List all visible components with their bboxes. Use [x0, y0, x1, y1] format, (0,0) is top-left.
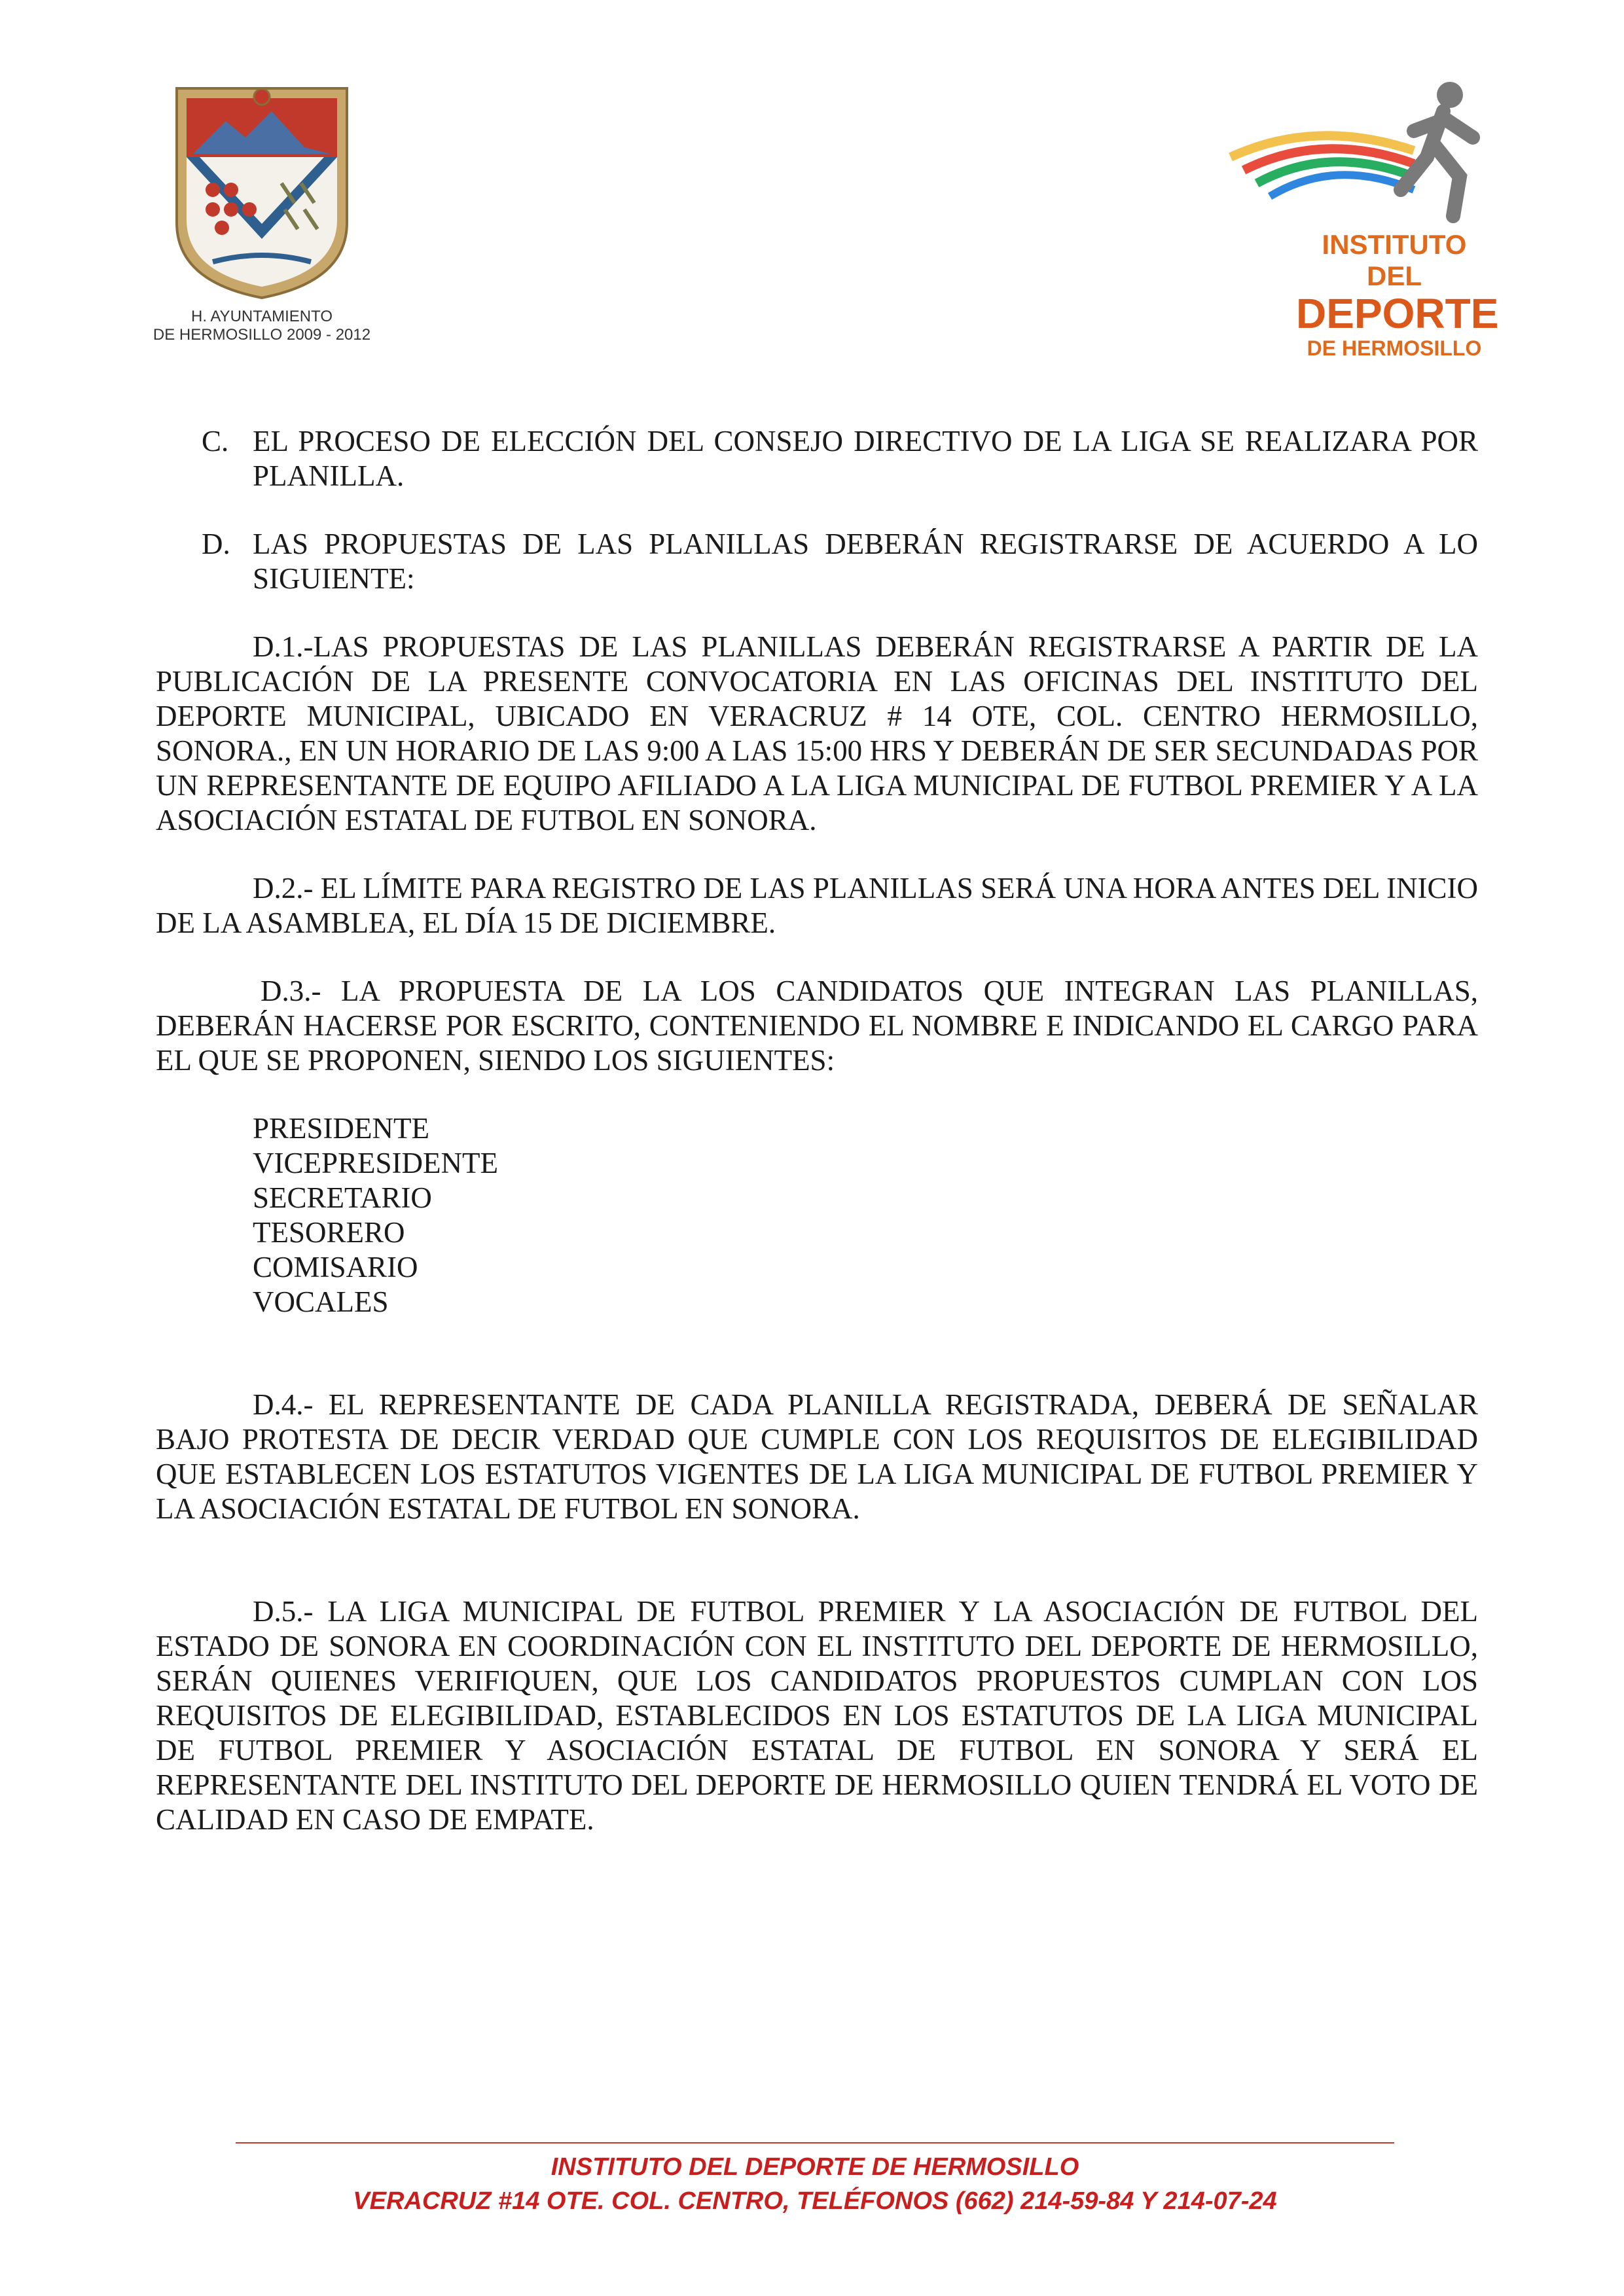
- paragraph-d1: D.1.-LAS PROPUESTAS DE LAS PLANILLAS DEBERÁN REGISTRARSE A PARTIR DE LA PUBLICACIÓN DE LA PRESENTE CONVOCATORIA EN LAS OFICINAS DEL INSTITUTO DEL DEPORTE MUNICIPAL, UBICADO EN VERACRUZ # 14 OTE, COL. CENTRO HERMOSILLO, SONORA., EN UN HORARIO DE LAS 9:00 A LAS 15:00 HRS Y DEBERÁN DE SER SECUNDADAS POR UN REPRESENTANTE DE EQUIPO AFILIADO A LA LIGA MUNICIPAL DE FUTBOL PREMIER Y A LA ASOCIACIÓN ESTATAL DE FUTBOL EN SONORA.: [156, 630, 1478, 836]
- footer-line2: VERACRUZ #14 OTE. COL. CENTRO, TELÉFONOS (662) 214-59-84 Y 214-07-24: [353, 2187, 1277, 2215]
- paragraph-d2: D.2.- EL LÍMITE PARA REGISTRO DE LAS PLANILLAS SERÁ UNA HORA ANTES DEL INICIO DE LA ASAMBLEA, EL DÍA 15 DE DICIEMBRE.: [156, 872, 1478, 939]
- position-item: TESORERO: [253, 1216, 405, 1249]
- item-d-text: LAS PROPUESTAS DE LAS PLANILLAS DEBERÁN REGISTRARSE DE ACUERDO A LO SIGUIENTE:: [253, 528, 1478, 595]
- coat-of-arms-icon: [173, 85, 350, 301]
- item-d-letter: D.: [202, 528, 230, 560]
- logo-line2: DEPORTE: [1296, 290, 1499, 337]
- logo-caption-line1: H. AYUNTAMIENTO: [190, 308, 333, 325]
- ayuntamiento-logo: [153, 85, 371, 347]
- paragraph-d5: D.5.- LA LIGA MUNICIPAL DE FUTBOL PREMIER Y LA ASOCIACIÓN DE FUTBOL DEL ESTADO DE SONORA EN COORDINACIÓN CON EL INSTITUTO DEL DEPORTE DE HERMOSILLO, SERÁN QUIENES VERIFIQUEN, QUE LOS CANDIDATOS PROPUESTOS CUMPLAN CON LOS REQUISITOS DE ELEGIBILIDAD, ESTABLECIDOS EN LOS ESTATUTOS DE LA LIGA MUNICIPAL DE FUTBOL PREMIER Y ASOCIACIÓN ESTATAL DE FUTBOL EN SONORA Y SERÁ EL REPRESENTANTE DEL INSTITUTO DEL DEPORTE DE HERMOSILLO QUIEN TENDRÁ EL VOTO DE CALIDAD EN CASO DE EMPATE.: [156, 1595, 1478, 1836]
- item-c: [156, 424, 1478, 493]
- position-item: COMISARIO: [253, 1251, 418, 1283]
- item-d: [156, 527, 1478, 596]
- instituto-deporte-logo: [1218, 79, 1499, 360]
- item-c-text: EL PROCESO DE ELECCIÓN DEL CONSEJO DIRECTIVO DE LA LIGA SE REALIZARA POR PLANILLA.: [253, 425, 1478, 492]
- footer-line1: INSTITUTO DEL DEPORTE DE HERMOSILLO: [550, 2153, 1079, 2181]
- logo-line3: DE HERMOSILLO: [1307, 336, 1482, 360]
- logo-line1: INSTITUTO DEL: [1322, 229, 1467, 291]
- paragraph-d3: D.3.- LA PROPUESTA DE LA LOS CANDIDATOS QUE INTEGRAN LAS PLANILLAS, DEBERÁN HACERSE POR ESCRITO, CONTENIENDO EL NOMBRE E INDICANDO EL CARGO PARA EL QUE SE PROPONEN, SIENDO LOS SIGUIENTES:: [156, 975, 1478, 1077]
- item-c-letter: C.: [202, 425, 229, 457]
- positions-list: [156, 1111, 1478, 1319]
- position-item: SECRETARIO: [253, 1181, 432, 1214]
- footer-divider: [236, 2142, 1394, 2144]
- position-item: VOCALES: [253, 1285, 389, 1318]
- footer: [236, 2150, 1394, 2218]
- paragraph-d4: D.4.- EL REPRESENTANTE DE CADA PLANILLA REGISTRADA, DEBERÁ DE SEÑALAR BAJO PROTESTA DE DECIR VERDAD QUE CUMPLE CON LOS REQUISITOS DE ELEGIBILIDAD QUE ESTABLECEN LOS ESTATUTOS VIGENTES DE LA LIGA MUNICIPAL DE FUTBOL PREMIER Y LA ASOCIACIÓN ESTATAL DE FUTBOL EN SONORA.: [156, 1388, 1478, 1525]
- runner-icon: [1218, 79, 1492, 236]
- position-item: VICEPRESIDENTE: [253, 1147, 498, 1179]
- position-item: PRESIDENTE: [253, 1112, 429, 1145]
- logo-caption-line2: DE HERMOSILLO 2009 - 2012: [153, 326, 371, 344]
- document-body: [156, 424, 1478, 1837]
